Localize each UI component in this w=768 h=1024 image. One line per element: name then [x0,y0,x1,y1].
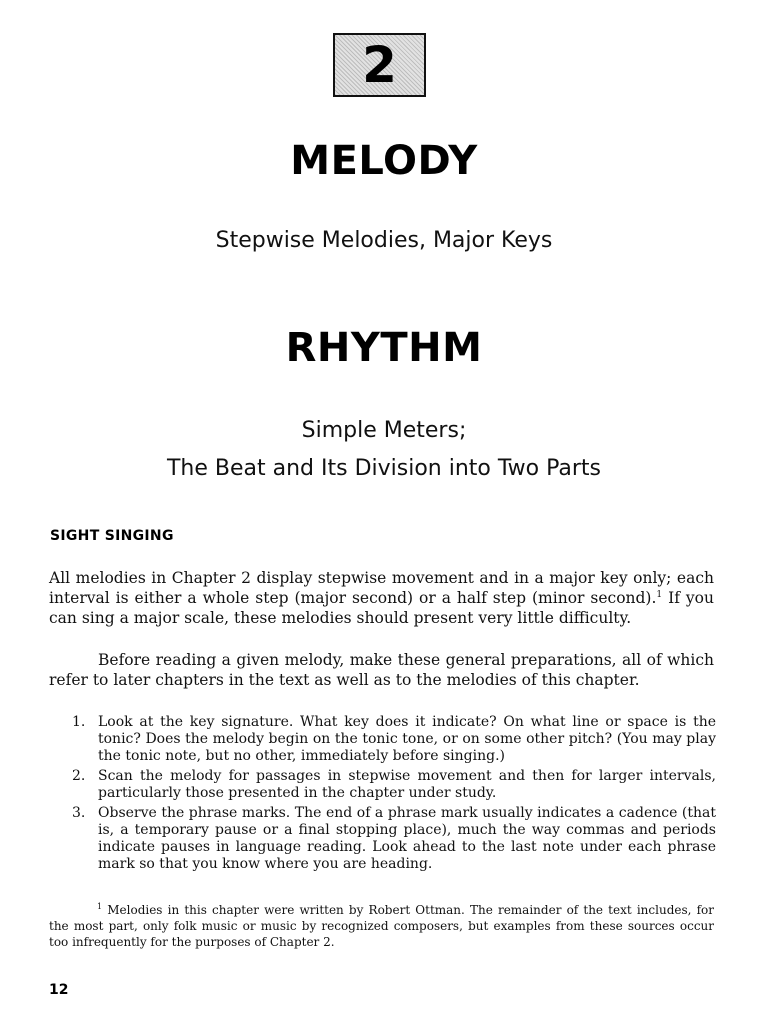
list-item [72,768,716,802]
section-heading: SIGHT SINGING [50,528,174,544]
paragraph-intro-continued: If you can sing a major scale, these melodies should present very little difficulty. [49,589,714,627]
paragraph-intro-text: All melodies in Chapter 2 display stepwise movement and in a major key only; each interval is either a whole step (major second) or a half step (minor second). [49,569,714,607]
page-number: 12 [49,982,69,998]
footnote-text: Melodies in this chapter were written by Robert Ottman. The remainder of the text includes, for the most part, only folk music or music by recognized composers, but examples from these sources occur too infrequently for the purposes of Chapter 2. [49,903,714,949]
list-item [72,805,716,873]
rhythm-title: RHYTHM [285,325,483,371]
list-item-text: Scan the melody for passages in stepwise movement and then for larger intervals, particularly those presented in the chapter under study. [98,768,716,801]
list-item-number: 2. [72,768,86,784]
chapter-number-box [333,33,426,97]
list-item-number: 1. [72,714,86,730]
list-item-text: Look at the key signature. What key does it indicate? On what line or space is the tonic? Does the melody begin on the tonic tone, or on some other pitch? (You may play the tonic note, but no other, immediately before singing.) [98,714,716,764]
footnote-reference: 1 [656,589,663,600]
list-item [72,714,716,765]
melody-subtitle: Stepwise Melodies, Major Keys [215,228,553,253]
rhythm-subtitle-line-1: Simple Meters; [301,418,467,443]
melody-title: MELODY [290,138,478,184]
rhythm-subtitle-line-2: The Beat and Its Division into Two Parts [166,456,602,481]
chapter-number: 2 [362,36,397,94]
footnote [49,902,714,950]
paragraph-intro [49,568,714,628]
list-item-text: Observe the phrase marks. The end of a phrase mark usually indicates a cadence (that is, a temporary pause or a final stopping place), much the way commas and periods indicate pauses in language reading. Look ahead to the last note under each phrase mark so that you know where you are heading. [98,805,716,872]
paragraph-preparations: Before reading a given melody, make these general preparations, all of which refer to later chapters in the text as well as to the melodies of this chapter. [49,651,714,689]
preparation-steps [72,714,716,876]
footnote-mark: 1 [97,902,103,911]
list-item-number: 3. [72,805,86,821]
